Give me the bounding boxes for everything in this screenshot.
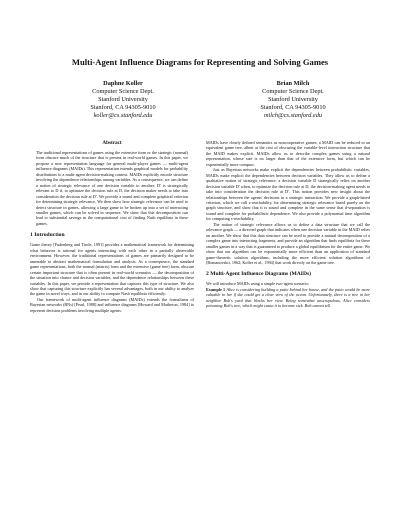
author-email: milch@cs.stanford.edu	[263, 112, 323, 120]
author-name: Daphne Koller	[103, 80, 143, 87]
author-block-milch	[218, 80, 368, 120]
example-1	[206, 287, 370, 309]
left-column	[30, 140, 194, 313]
intro-paragraph-2: Our framework of multi-agent influence diagrams (MAIDs) extends the formalisms of Bayesian networks (BNs) [Pearl, 1988] and influence diagrams [Howard and Matheson, 1984] to represent decision problems involving multiple agents.	[30, 296, 194, 313]
author-university: Stanford University	[268, 96, 318, 104]
author-block-koller	[48, 80, 198, 120]
author-university: Stanford University	[98, 96, 148, 104]
author-address: Stanford, CA 94305-9010	[90, 104, 156, 112]
intro-paragraph-4: Just as Bayesian networks make explicit the dependencies between probabilistic variables, MAIDs make explicit the dependencies between decision variables. They allow us to define a qualitative notion of strategic relevance: a decision variable D strategically relies on another decision variable D′ when, to optimize the decision rule at D, the decision-making agent needs to take into consideration the decision rule at D′. This notion provides new insight about the relationships between the agents' decisions in a strategic interaction. We provide a graph-based criterion, which we call s-reachability, for determining strategic relevance based purely on the graph structure, and show that it is sound and complete in the same sense that d-separation is sound and complete for probabilistic dependence. We also provide a polynomial time algorithm for computing s-reachability.	[206, 167, 370, 222]
abstract-text: The traditional representations of games using the extensive form or the strategic (normal) form obscure much of the structure that is present in real-world games. In this paper, we propose a new representation language for general multi-player games — multi-agent influence diagrams (MAIDs). This representation extends graphical models for probability distributions to a multi-agent decision-making context. MAIDs explicitly encode structure involving the dependence relationships among variables. As a consequence, we can define a notion of strategic relevance of one decision variable to another: D′ is strategically relevant to D if, to optimize the decision rule at D, the decision maker needs to take into consideration the decision rule at D′. We provide a sound and complete graphical criterion for determining strategic relevance. We then show how strategic relevance can be used to detect structure in games, allowing a large game to be broken up into a set of interacting smaller games, which can be solved in sequence. We show that this decomposition can lead to substantial savings in the computational cost of finding Nash equilibria in these games.	[36, 150, 188, 226]
example-text: Alice is considering building a patio behind her house, and the patio would be more valuable to her if she could get a clear view of the ocean. Unfortunately, there is a tree in her neighbor Bob's yard that blocks her view. Being somewhat unscrupulous, Alice considers poisoning Bob's tree, which might cause it to become sick. Bob cannot tell	[206, 286, 370, 309]
intro-paragraph-5: The notion of strategic relevance allows us to define a data structure that we call the relevance graph — a directed graph that indicates when one decision variable in the MAID relies on another. We show that this data structure can be used to provide a natural decomposition of a complex game into interacting fragments, and provide an algorithm that finds equilibria for these smaller games in a way that is guaranteed to produce a global equilibrium for the entire game. We show that our algorithm can be exponentially more efficient than an application of standard game-theoretic solution algorithms, including the more efficient solution algorithms of [Romanovskii, 1962; Koller et al., 1994] that work directly on the game tree.	[206, 221, 371, 265]
author-email: koller@cs.stanford.edu	[93, 112, 153, 120]
paper-title: Multi-Agent Influence Diagrams for Representing and Solving Games	[71, 57, 329, 67]
author-name: Brian Milch	[276, 80, 310, 87]
author-dept: Computer Science Dept.	[262, 88, 324, 96]
intro-paragraph-1: Game theory [Fudenberg and Tirole, 1991] provides a mathematical framework for determining what behavior is rational for agents interacting with each other in a partially observable environment. However, the traditional representations of games are primarily designed to be amenable to abstract mathematical formulation and analysis. As a consequence, the standard game representations, both the normal (matrix) form and the extensive (game tree) form, obscure certain important structure that is often present in real-world scenarios — the decomposition of the situation into chance and decision variables, and the dependence relationships between these variables. In this paper, we provide a representation that captures this type of structure. We also show that capturing this structure explicitly has several advantages, both in our ability to analyze the game in novel ways, and in our ability to compute Nash equilibria efficiently.	[30, 242, 194, 297]
intro-paragraph-3: MAIDs have clearly defined semantics as noncooperative games: a MAID can be reduced to an equivalent game tree, albeit at the cost of obscuring the variable-level interaction structure that the MAID makes explicit. MAIDs allow us to describe complex games using a natural representation, whose size is no larger than that of the extensive form, but which can be exponentially more compact.	[206, 140, 370, 167]
author-dept: Computer Science Dept.	[92, 88, 154, 96]
section-2-heading: 2 Multi-Agent Influence Diagrams (MAIDs)	[206, 271, 312, 278]
example-label: Example 1	[206, 286, 226, 292]
abstract-heading: Abstract	[102, 140, 122, 146]
author-address: Stanford, CA 94305-9010	[260, 104, 326, 112]
section-2-paragraph-1: We will introduce MAIDs using a simple two-agent scenario:	[206, 281, 309, 287]
section-1-heading: 1 Introduction	[30, 232, 65, 239]
right-column	[206, 140, 370, 309]
